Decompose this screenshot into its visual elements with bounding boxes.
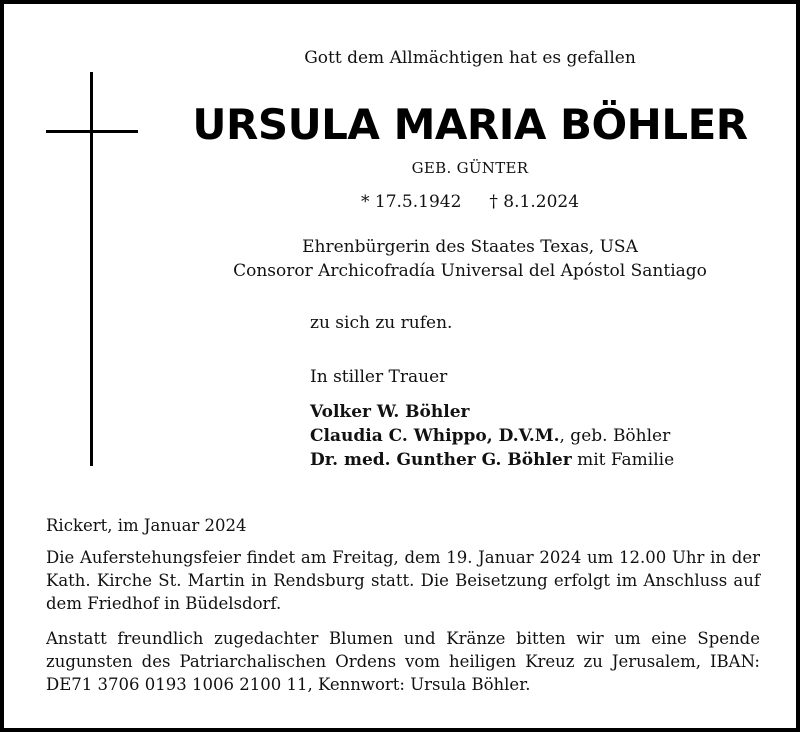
title-line: Consoror Archicofradía Universal del Apóstol Santiago [233,261,707,281]
mourning-line: In stiller Trauer [310,367,448,387]
mourner-suffix: mit Familie [571,450,675,470]
mourner [310,448,674,472]
mourner-suffix: , geb. Böhler [559,426,671,446]
mourner-name: Volker W. Böhler [310,402,470,422]
life-dates [164,192,776,212]
mourners-list [310,400,674,472]
maiden-name: GEB. GÜNTER [411,159,529,177]
mourner-name: Dr. med. Gunther G. Böhler [310,450,572,470]
place-date: Rickert, im Januar 2024 [46,516,247,535]
title-line: Ehrenbürgerin des Staates Texas, USA [302,237,638,257]
cross-icon-horizontal [46,130,138,133]
birth-date: * 17.5.1942 [360,192,462,212]
donation-paragraph: Anstatt freundlich zugedachter Blumen und Kränze bitten wir um eine Spende zugunsten des Patriarchalischen Ordens vom heiligen Kreuz zu Jerusalem, IBAN: DE71 3706 0193 1006 2100 11, Kennwort: Ursula Böhler. [46,629,760,694]
ceremony-paragraph: Die Auferstehungsfeier findet am Freitag, dem 19. Januar 2024 um 12.00 Uhr in der Kath. Kirche St. Martin in Rendsburg statt. Die Beisetzung erfolgt im Anschluss auf dem Friedhof in Büdelsdorf. [46,548,760,613]
mourner [310,400,674,424]
intro-line: Gott dem Allmächtigen hat es gefallen [304,48,636,68]
death-date: † 8.1.2024 [489,192,580,212]
mourner [310,424,674,448]
called-line: zu sich zu rufen. [310,313,453,333]
deceased-name: URSULA MARIA BÖHLER [192,100,748,149]
mourner-name: Claudia C. Whippo, D.V.M. [310,426,560,446]
honorary-titles [164,235,776,283]
